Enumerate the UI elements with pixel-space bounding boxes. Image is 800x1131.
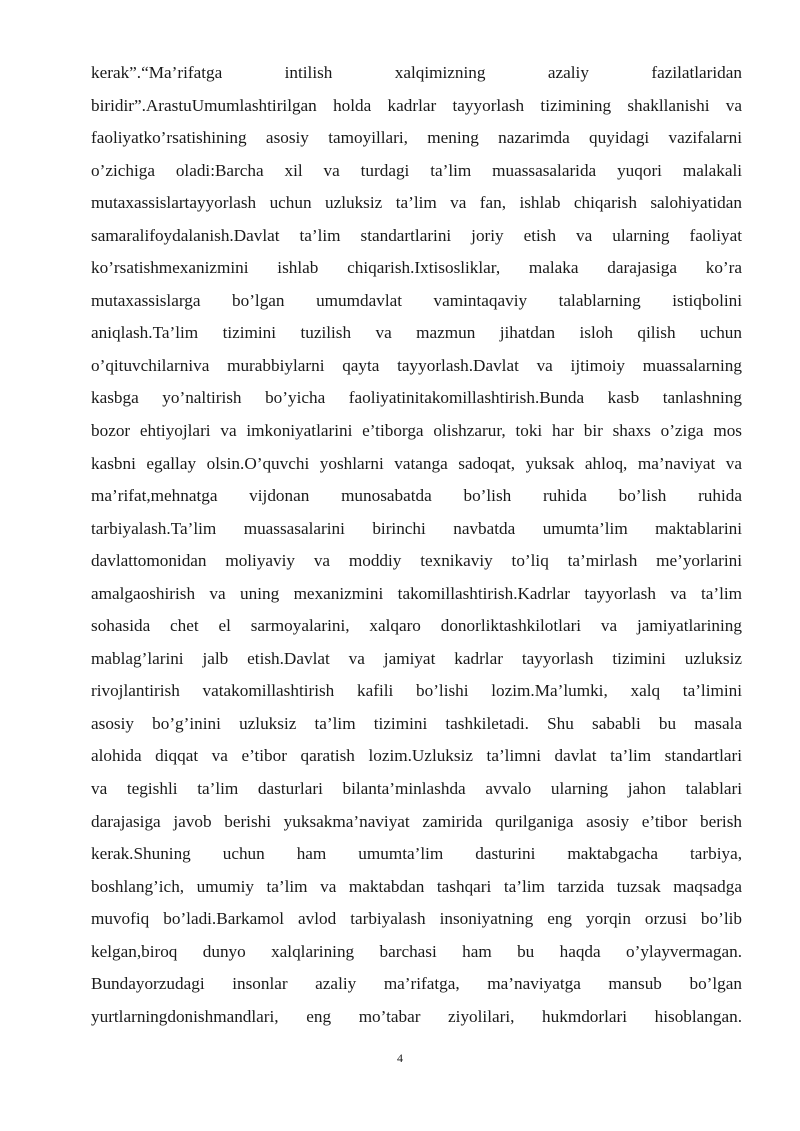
text-line: bozor ehtiyojlari va imkoniyatlarini e’tiborga olishzarur, toki har bir shaxs o’ziga mos bbox=[91, 421, 742, 441]
text-line: yurtlarningdonishmandlari, eng mo’tabar ziyolilari, hukmdorlari hisoblangan. bbox=[91, 1006, 742, 1026]
text-line: kasbga yo’naltirish bo’yicha faoliyatinitakomillashtirish.Bunda kasb tanlashning bbox=[91, 388, 742, 408]
text-line: mutaxassislarga bo’lgan umumdavlat vamintaqaviy talablarning istiqbolini bbox=[91, 290, 742, 310]
text-line: kerak”.“Ma’rifatga intilish xalqimizning azaliy fazilatlaridan bbox=[91, 63, 742, 82]
text-line: sohasida chet el sarmoyalarini, xalqaro donorliktashkilotlari va jamiyatlarining bbox=[91, 616, 742, 636]
text-line: o’qituvchilarniva murabbiylarni qayta tayyorlash.Davlat va ijtimoiy muassalarning bbox=[91, 355, 742, 375]
text-line: muvofiq bo’ladi.Barkamol avlod tarbiyalash insoniyatning eng yorqin orzusi bo’lib bbox=[91, 909, 742, 929]
text-line: rivojlantirish vatakomillashtirish kafili bo’lishi lozim.Ma’lumki, xalq ta’limini bbox=[91, 681, 742, 701]
text-line: mablag’larini jalb etish.Davlat va jamiyat kadrlar tayyorlash tizimini uzluksiz bbox=[91, 648, 742, 668]
text-line: samaralifoydalanish.Davlat ta’lim standartlarini joriy etish va ularning faoliyat bbox=[91, 225, 742, 245]
text-line: o’zichiga oladi:Barcha xil va turdagi ta’lim muassasalarida yuqori malakali bbox=[91, 160, 742, 180]
text-line: ma’rifat,mehnatga vijdonan munosabatda bo’lish ruhida bo’lish ruhida bbox=[91, 486, 742, 506]
page-number: 4 bbox=[397, 1051, 403, 1065]
text-line: biridir”.ArastuUmumlashtirilgan holda kadrlar tayyorlash tizimining shakllanishi va bbox=[91, 95, 742, 115]
text-line: kasbni egallay olsin.O’quvchi yoshlarni vatanga sadoqat, yuksak ahloq, ma’naviyat va bbox=[91, 453, 742, 473]
text-line: mutaxassislartayyorlash uchun uzluksiz ta’lim va fan, ishlab chiqarish salohiyatidan bbox=[91, 193, 742, 213]
text-line: alohida diqqat va e’tibor qaratish lozim.Uzluksiz ta’limni davlat ta’lim standartlari bbox=[91, 746, 742, 766]
text-line: amalgaoshirish va uning mexanizmini takomillashtirish.Kadrlar tayyorlash va ta’lim bbox=[91, 583, 742, 603]
text-line: davlattomonidan moliyaviy va moddiy texnikaviy to’liq ta’mirlash me’yorlarini bbox=[91, 551, 742, 571]
text-line: boshlang’ich, umumiy ta’lim va maktabdan tashqari ta’lim tarzida tuzsak maqsadga bbox=[91, 876, 742, 896]
text-line: Bundayorzudagi insonlar azaliy ma’rifatga, ma’naviyatga mansub bo’lgan bbox=[91, 974, 742, 994]
body-text bbox=[91, 57, 742, 1033]
text-line: kerak.Shuning uchun ham umumta’lim dasturini maktabgacha tarbiya, bbox=[91, 844, 742, 864]
text-line: darajasiga javob berishi yuksakma’naviyat zamirida qurilganiga asosiy e’tibor berish bbox=[91, 811, 742, 831]
text-line: va tegishli ta’lim dasturlari bilanta’minlashda avvalo ularning jahon talablari bbox=[91, 779, 742, 799]
text-line: ko’rsatishmexanizmini ishlab chiqarish.Ixtisosliklar, malaka darajasiga ko’ra bbox=[91, 258, 742, 278]
text-line: kelgan,biroq dunyo xalqlarining barchasi ham bu haqda o’ylayvermagan. bbox=[91, 941, 742, 961]
text-line: tarbiyalash.Ta’lim muassasalarini birinchi navbatda umumta’lim maktablarini bbox=[91, 518, 742, 538]
text-line: faoliyatko’rsatishining asosiy tamoyillari, mening nazarimda quyidagi vazifalarni bbox=[91, 128, 742, 148]
text-line: aniqlash.Ta’lim tizimini tuzilish va mazmun jihatdan isloh qilish uchun bbox=[91, 323, 742, 343]
text-line: asosiy bo’g’inini uzluksiz ta’lim tizimini tashkiletadi. Shu sababli bu masala bbox=[91, 713, 742, 733]
